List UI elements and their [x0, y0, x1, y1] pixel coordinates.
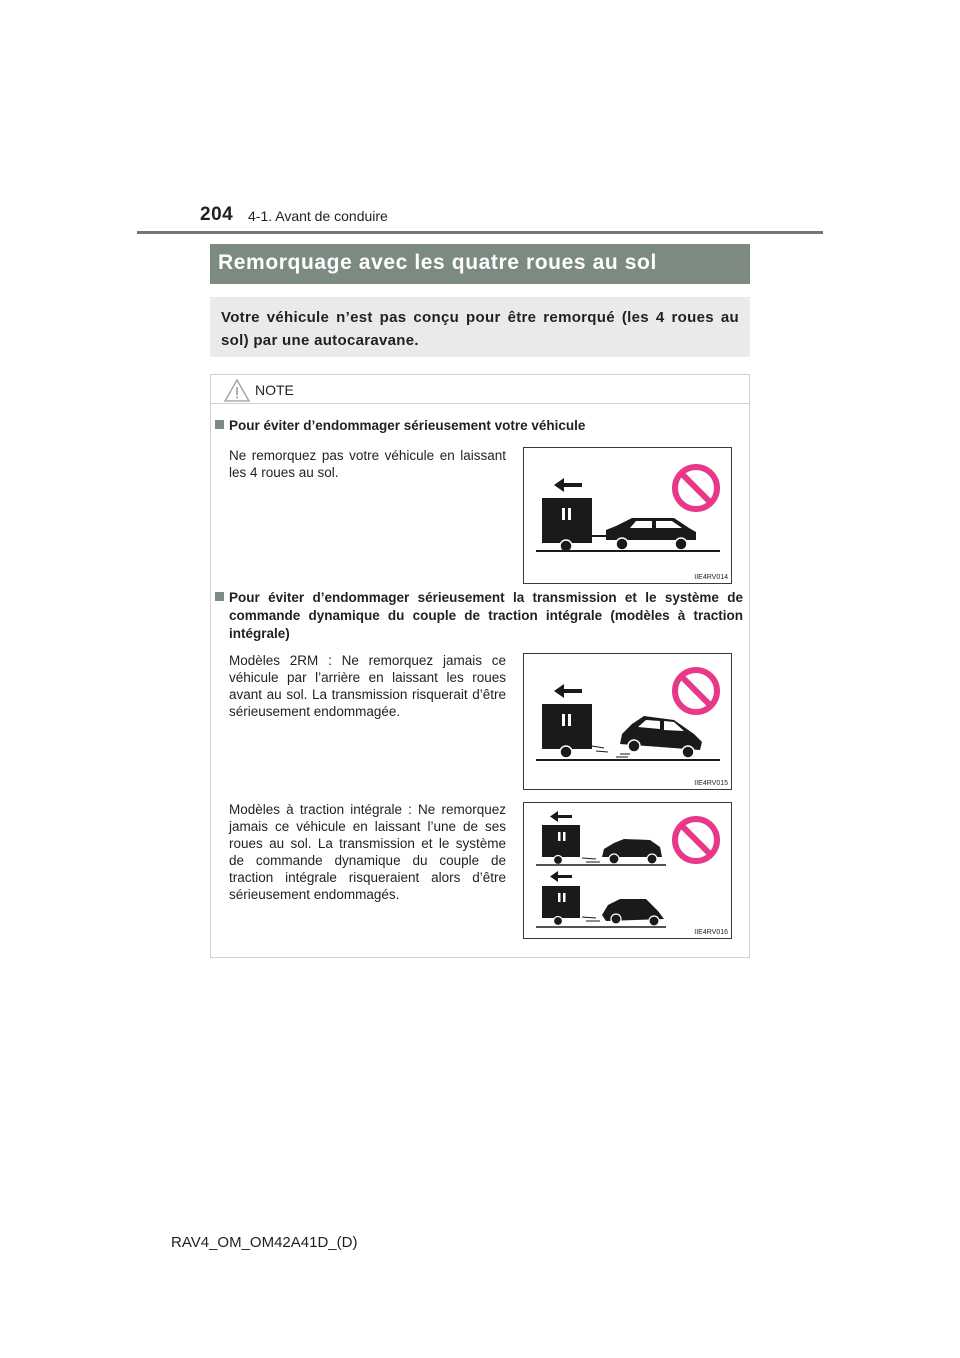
prohibition-sign-icon: [675, 467, 717, 509]
direction-arrow: [550, 871, 572, 882]
item-text: Modèles à traction intégrale : Ne remorquez jamais ce véhicule en laissant l’une de ses roues au sol. La transmission et le système de commande dynamique du couple de traction intégrale risqueraient alors d’être sérieusement endommagés.: [229, 802, 506, 902]
section-title: 4-1. Avant de conduire: [248, 208, 388, 224]
motorhome-silhouette: [542, 886, 580, 926]
intro-box: [210, 297, 750, 357]
car-silhouette: [602, 899, 664, 926]
towing-diagram-icon: [524, 654, 731, 789]
item-text: Ne remorquez pas votre véhicule en laissant les 4 roues au sol.: [229, 448, 506, 480]
figure-towing-2wd: [523, 653, 732, 790]
note-label: NOTE: [255, 382, 294, 398]
prohibition-sign-icon: [675, 670, 717, 712]
motorhome-silhouette: [542, 825, 580, 865]
figure-towing-all-wheels: [523, 447, 732, 584]
title-bar: [210, 244, 750, 284]
bullet-square: [215, 420, 224, 429]
figure-code: IIE4RV015: [694, 780, 728, 787]
motorhome-silhouette: [542, 498, 592, 552]
page-number: 204: [200, 204, 234, 225]
header-rule: [137, 231, 823, 234]
item-heading: Pour éviter d’endommager sérieusement votre véhicule: [229, 418, 586, 433]
figure-towing-4wd: [523, 802, 732, 939]
figure-code: IIE4RV016: [694, 929, 728, 936]
towing-diagram-icon: [524, 448, 731, 583]
car-silhouette: [602, 839, 662, 864]
direction-arrow: [550, 811, 572, 822]
footer-document-code: RAV4_OM_OM42A41D_(D): [171, 1234, 358, 1251]
direction-arrow: [554, 478, 582, 492]
item-text: Modèles 2RM : Ne remorquez jamais ce véhicule par l’arrière en laissant les roues avant au sol. La transmission risquerait d’être sérieusement endommagée.: [229, 653, 506, 719]
figure-code: IIE4RV014: [694, 574, 728, 581]
motorhome-silhouette: [542, 704, 592, 758]
car-silhouette: [620, 716, 702, 758]
note-header-divider: [211, 403, 749, 404]
direction-arrow: [554, 684, 582, 698]
item-heading: Pour éviter d’endommager sérieusement la transmission et le système de commande dynamique du couple de traction intégrale (modèles à traction intégrale): [229, 590, 743, 641]
bullet-square: [215, 592, 224, 601]
towing-diagram-icon: [524, 803, 731, 938]
warning-triangle-icon: [224, 379, 250, 402]
page-title: Remorquage avec les quatre roues au sol: [218, 251, 657, 274]
prohibition-sign-icon: [675, 819, 717, 861]
intro-text: Votre véhicule n’est pas conçu pour être remorqué (les 4 roues au sol) par une autocaravane.: [221, 309, 739, 349]
